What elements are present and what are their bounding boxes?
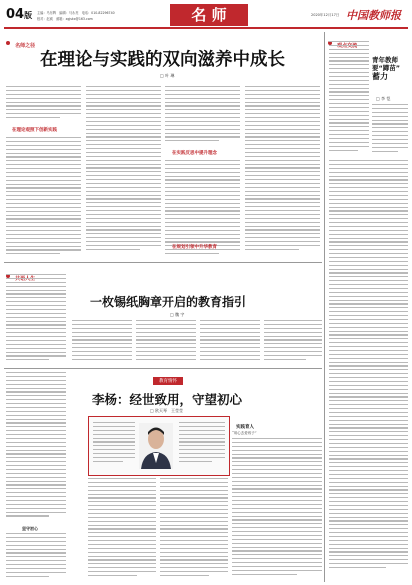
section-banner: 名 师 <box>170 4 248 26</box>
sidebar-col-upper <box>372 104 408 156</box>
article3-title: 李杨：经世致用，守望初心 <box>92 392 243 407</box>
article3-side-head: 实践育人 <box>236 425 254 430</box>
article2-col3 <box>136 320 196 365</box>
article3-side-sub: “用心去爱孩子” <box>232 431 257 435</box>
article1-sub3: 在规划引领中升华教育 <box>172 245 217 250</box>
sidebar-title: 青年教师要“蹲苗” 蓄力 <box>372 56 401 81</box>
paper-logo: 中国教师报 <box>346 9 401 22</box>
profile-text-left <box>93 422 135 470</box>
article3-col-right <box>232 438 322 581</box>
article1-col1b <box>6 137 81 259</box>
article3-bottom-head: 坚守初心 <box>22 526 38 531</box>
article3-leftcol <box>6 372 66 522</box>
tag-dot-icon <box>6 41 10 45</box>
section-tag: 名师之径 <box>6 32 35 51</box>
article1-col1 <box>6 86 81 124</box>
article2-byline: □ 魏 宇 <box>170 312 185 317</box>
article3-col-b <box>160 478 228 581</box>
article3-byline: □ 欧天琴 王莹莹 <box>150 408 184 413</box>
sidebar-intro <box>329 41 369 156</box>
masthead-rule <box>4 27 408 29</box>
profile-text-right <box>179 422 225 470</box>
article3-tag: 教育情怀 <box>153 377 183 385</box>
page-number: 04版 <box>6 7 33 22</box>
article1-sub1: 在理论观照下创新实践 <box>12 128 57 133</box>
article2-col1 <box>6 274 66 364</box>
article3-leftcol-b <box>6 533 66 581</box>
article1-col3 <box>165 86 240 146</box>
article2-title: 一枚锡纸胸章开启的教育指引 <box>90 295 247 309</box>
edit-info-2: 校对：赵威 邮箱：zgjskx@163.com <box>37 17 93 21</box>
profile-box <box>88 416 230 476</box>
edit-info-1: 主编：马东辉 编辑：马永亮 电话：010-82296740 <box>37 11 115 15</box>
divider-2 <box>4 368 322 369</box>
article1-sub2: 在实践反思中提升理念 <box>172 151 217 156</box>
article1-byline: □ 叶 琳 <box>160 73 175 78</box>
article2-col4 <box>200 320 260 365</box>
article3-col-a <box>88 478 156 581</box>
portrait-photo <box>139 423 173 469</box>
article2-col5 <box>264 320 322 365</box>
article1-title: 在理论与实践的双向滋养中成长 <box>40 50 285 70</box>
sidebar-col-main <box>329 160 408 580</box>
sidebar-rule <box>324 32 325 582</box>
issue-date: 2020年12月17日 <box>311 13 340 17</box>
article1-col4 <box>245 86 320 259</box>
divider-1 <box>4 262 322 263</box>
article1-col2 <box>86 86 161 259</box>
article2-col2 <box>72 320 132 365</box>
sidebar-byline: □ 李 恺 <box>376 96 391 101</box>
